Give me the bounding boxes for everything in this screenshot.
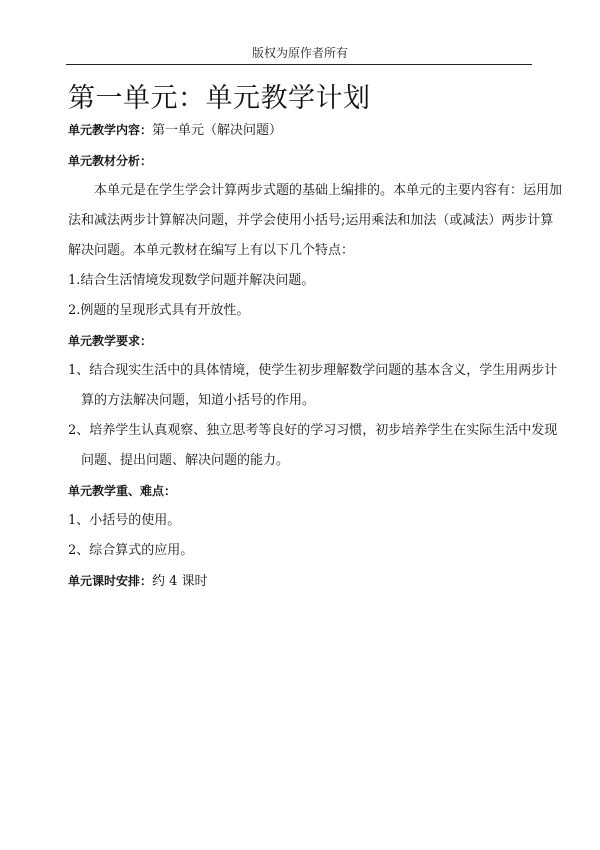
header-divider bbox=[66, 64, 532, 65]
analysis-para-line: 本单元是在学生学会计算两步式题的基础上编排的。本单元的主要内容有：运用加 bbox=[94, 183, 563, 198]
schedule-label: 单元课时安排： bbox=[68, 574, 153, 588]
keypoints-label: 单元教学重、难点： bbox=[68, 484, 177, 498]
keypoint-item: 1、小括号的使用。 bbox=[68, 513, 181, 528]
content-value: 第一单元（解决问题） bbox=[152, 123, 283, 138]
schedule-row bbox=[68, 569, 530, 594]
content-row bbox=[68, 118, 530, 143]
requirement-item-cont: 算的方法解决问题，知道小括号的作用。 bbox=[81, 393, 316, 408]
requirement-item: 1、结合现实生活中的具体情境，使学生初步理解数学问题的基本含义，学生用两步计 bbox=[68, 363, 558, 378]
analysis-label: 单元教材分析： bbox=[68, 154, 153, 168]
requirement-item-cont: 问题、提出问题、解决问题的能力。 bbox=[81, 453, 290, 468]
analysis-point: 2.例题的呈现形式具有开放性。 bbox=[68, 303, 250, 318]
page-title: 第一单元：单元教学计划 bbox=[68, 83, 371, 114]
analysis-para-line: 解决问题。本单元教材在编写上有以下几个特点： bbox=[68, 243, 355, 258]
document-body bbox=[68, 118, 563, 594]
requirement-item: 2、培养学生认真观察、独立思考等良好的学习习惯，初步培养学生在实际生活中发现 bbox=[68, 423, 558, 438]
content-label: 单元教学内容： bbox=[68, 123, 153, 137]
analysis-point: 1.结合生活情境发现数学问题并解决问题。 bbox=[68, 273, 315, 288]
analysis-para-line: 法和减法两步计算解决问题，并学会使用小括号;运用乘法和加法（或减法）两步计算 bbox=[68, 213, 554, 228]
page-header: 版权为原作者所有 bbox=[251, 46, 348, 60]
schedule-value: 约 4 课时 bbox=[152, 574, 208, 589]
keypoint-item: 2、综合算式的应用。 bbox=[68, 543, 194, 558]
requirements-label: 单元教学要求： bbox=[68, 334, 153, 348]
